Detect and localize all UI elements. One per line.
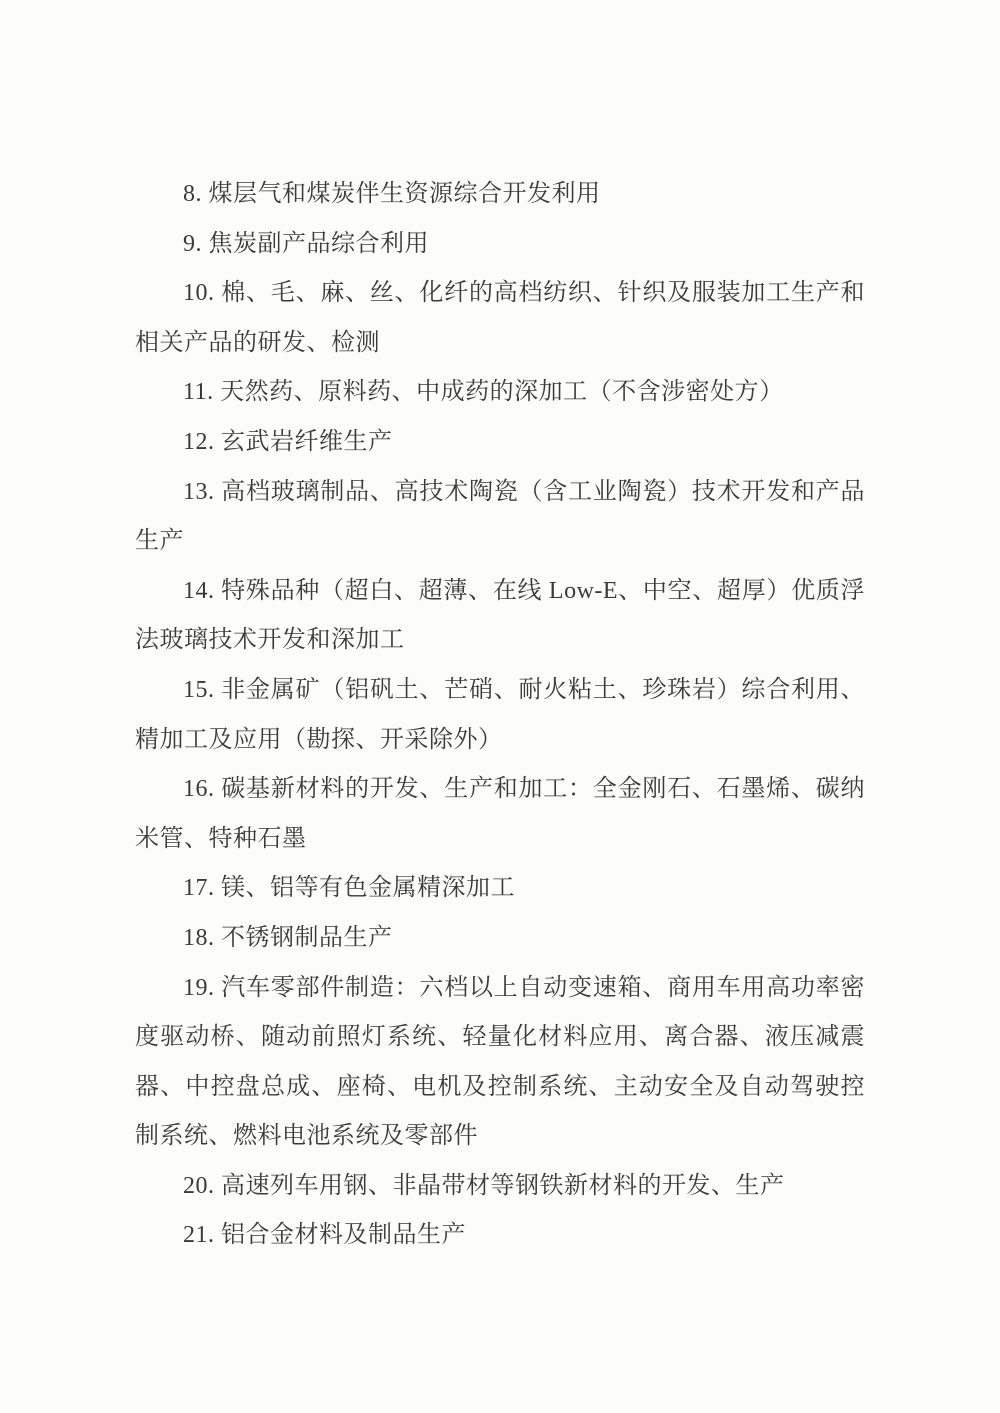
list-item-18: 18. 不锈钢制品生产	[183, 924, 393, 951]
list-item-15: 15. 非金属矿（铝矾土、芒硝、耐火粘土、珍珠岩）综合利用、精加工及应用（勘探、开采除外）	[135, 676, 865, 753]
list-item-10: 10. 棉、毛、麻、丝、化纤的高档纺织、针织及服装加工生产和相关产品的研发、检测	[135, 280, 865, 356]
numbered-list	[135, 170, 865, 1261]
list-item-11: 11. 天然药、原料药、中成药的深加工（不含涉密处方）	[183, 379, 784, 406]
list-item-21: 21. 铝合金材料及制品生产	[183, 1222, 466, 1249]
list-item-19: 19. 汽车零部件制造：六档以上自动变速箱、商用车用高功率密度驱动桥、随动前照灯系统、轻量化材料应用、离合器、液压减震器、中控盘总成、座椅、电机及控制系统、主动安全及自动驾驶控制系统、燃料电池系统及零部件	[135, 974, 865, 1150]
list-item-17: 17. 镁、铝等有色金属精深加工	[183, 875, 515, 902]
list-item-14: 14. 特殊品种（超白、超薄、在线 Low-E、中空、超厚）优质浮法玻璃技术开发和深加工	[135, 577, 865, 654]
list-item-12: 12. 玄武岩纤维生产	[183, 428, 393, 455]
list-item-16: 16. 碳基新材料的开发、生产和加工：全金刚石、石墨烯、碳纳米管、特种石墨	[135, 776, 865, 852]
list-item-8: 8. 煤层气和煤炭伴生资源综合开发利用	[183, 181, 601, 207]
list-item-20: 20. 高速列车用钢、非晶带材等钢铁新材料的开发、生产	[183, 1172, 785, 1199]
list-item-13: 13. 高档玻璃制品、高技术陶瓷（含工业陶瓷）技术开发和产品生产	[135, 478, 865, 555]
list-item-9: 9. 焦炭副产品综合利用	[183, 230, 429, 257]
